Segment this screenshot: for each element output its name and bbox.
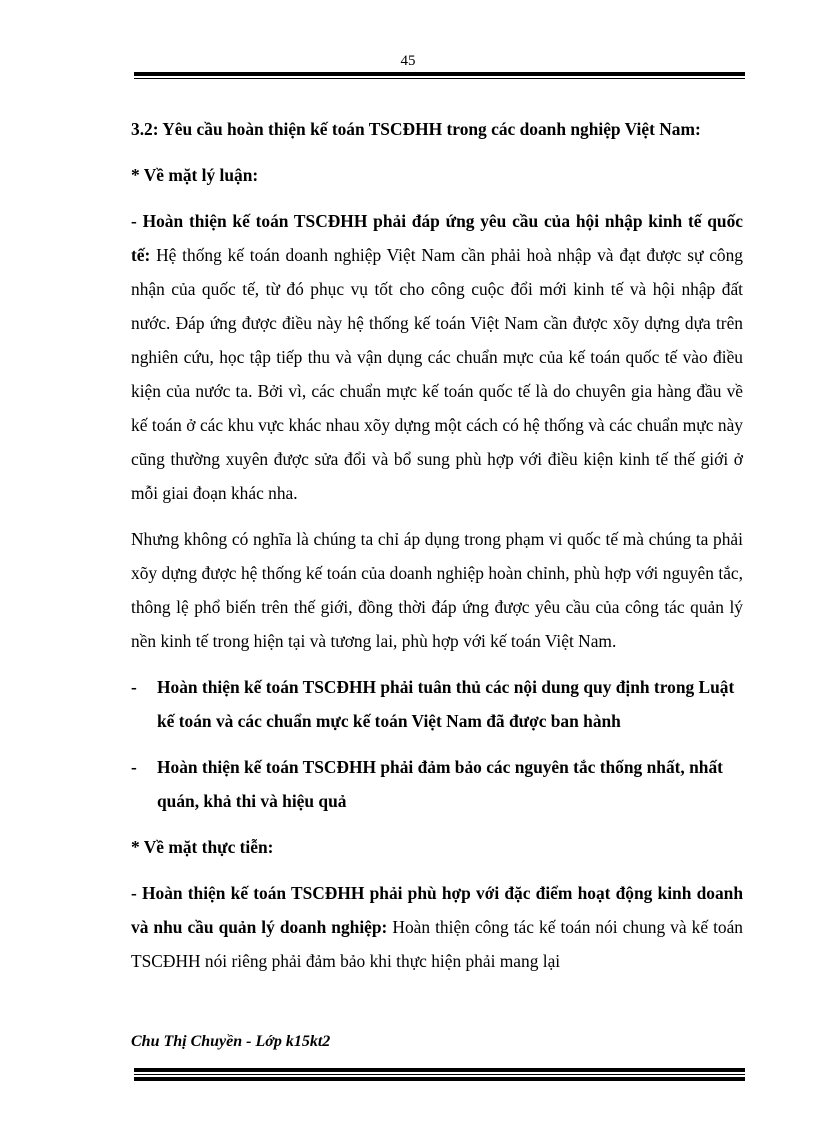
bullet-text: Hoàn thiện kế toán TSCĐHH phải đảm bảo các nguyên tắc thống nhất, nhất quán, khả thi và hiệu quả (157, 757, 723, 811)
page-number: 45 (400, 53, 416, 69)
subheading-theory: * Về mặt lý luận: (131, 165, 259, 185)
paragraph-practice (131, 876, 743, 978)
bullet-item (131, 750, 743, 818)
bullet-item (131, 670, 743, 738)
bullet-dash: - (131, 757, 137, 777)
paragraph-practice-lead: - Hoàn thiện kế toán TSCĐHH phải phù hợp với đặc điểm hoạt động kinh doanh và nhu cầu quản lý doanh nghiệp: (131, 883, 743, 937)
section-title: 3.2: Yêu cầu hoàn thiện kế toán TSCĐHH trong các doanh nghiệp Việt Nam: (131, 119, 701, 139)
bullet-text: Hoàn thiện kế toán TSCĐHH phải tuân thủ các nội dung quy định trong Luật kế toán và các chuẩn mực kế toán Việt Nam đã được ban hành (157, 677, 735, 731)
paragraph-practice-body: Hoàn thiện công tác kế toán nói chung và kế toán TSCĐHH nói riêng phải đảm bảo khi thực hiện phải mang lại (131, 917, 744, 971)
footer-rule (134, 1068, 745, 1081)
paragraph-integration-lead: - Hoàn thiện kế toán TSCĐHH phải đáp ứng yêu cầu của hội nhập kinh tế quốc tế: (131, 211, 743, 265)
document-body (131, 112, 743, 990)
paragraph-integration-body: Hệ thống kế toán doanh nghiệp Việt Nam cần phải hoà nhập và đạt được sự công nhận của quốc tế, từ đó phục vụ tốt cho công cuộc đổi mới kinh tế và hội nhập đất nước. Đáp ứng được điều này hệ thống kế toán Việt Nam cần được xõy dựng dựa trên nghiên cứu, học tập tiếp thu và vận dụng các chuẩn mực của kế toán quốc tế vào điều kiện của nước ta. Bởi vì, các chuẩn mực kế toán quốc tế là do chuyên gia hàng đầu về kế toán ở các khu vực khác nhau xõy dựng một cách có hệ thống và các chuẩn mực này cũng thường xuyên được sửa đổi và bổ sung phù hợp với điều kiện kinh tế thế giới ở mỗi giai đoạn khác nha. (131, 245, 743, 503)
header-rule (134, 72, 745, 79)
footer-author: Chu Thị Chuyền - Lớp k15kt2 (131, 1033, 331, 1050)
subheading-practice: * Về mặt thực tiễn: (131, 837, 274, 857)
paragraph-domestic: Nhưng không có nghĩa là chúng ta chỉ áp dụng trong phạm vi quốc tế mà chúng ta phải xõy dựng được hệ thống kế toán của doanh nghiệp hoàn chỉnh, phù hợp với nguyên tắc, thông lệ phổ biến trên thế giới, đồng thời đáp ứng được yêu cầu của công tác quản lý nền kinh tế trong hiện tại và tương lai, phù hợp với kế toán Việt Nam. (131, 529, 743, 651)
paragraph-integration (131, 204, 743, 510)
bullet-dash: - (131, 677, 137, 697)
